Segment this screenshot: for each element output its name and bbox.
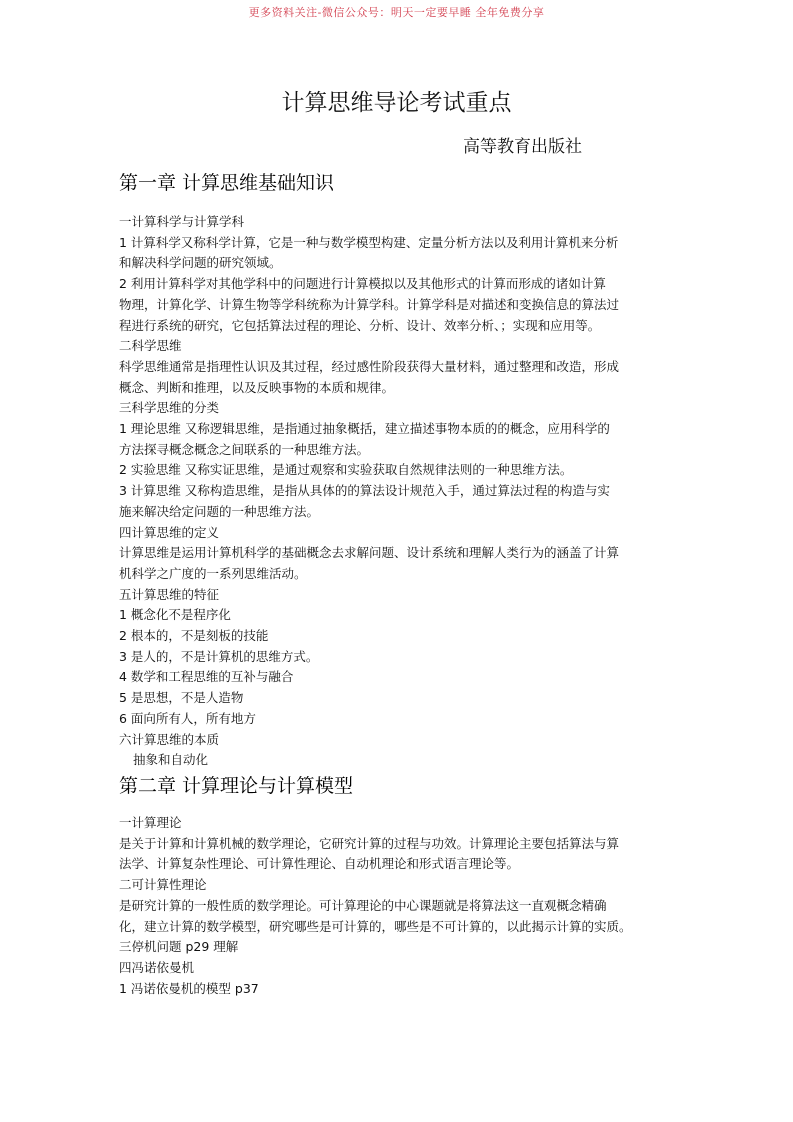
paragraph-line: 1 理论思维 又称逻辑思维，是指通过抽象概括，建立描述事物本质的的概念，应用科学的 bbox=[119, 421, 610, 437]
paragraph-line: 抽象和自动化 bbox=[133, 752, 209, 768]
paragraph-line: 化，建立计算的数学模型，研究哪些是可计算的，哪些是不可计算的，以此揭示计算的实质。 bbox=[119, 918, 632, 934]
chapter-2-section bbox=[119, 771, 684, 999]
section-heading: 二可计算性理论 bbox=[119, 877, 207, 893]
paragraph-line: 计算思维是运用计算机科学的基础概念去求解问题、设计系统和理解人类行为的涵盖了计算 bbox=[119, 545, 620, 561]
paragraph-line: 2 利用计算科学对其他学科中的问题进行计算模拟以及其他形式的计算而形成的诸如计算 bbox=[119, 276, 606, 292]
chapter-2-heading: 第二章 计算理论与计算模型 bbox=[119, 775, 354, 797]
paragraph-line: 和解决科学问题的研究领域。 bbox=[119, 255, 282, 271]
paragraph-line: 法学、计算复杂性理论、可计算性理论、自动机理论和形式语言理论等。 bbox=[119, 856, 520, 872]
section-heading: 三停机问题 p29 理解 bbox=[119, 939, 239, 955]
publisher: 高等教育出版社 bbox=[463, 137, 582, 157]
list-item: 3 是人的，不是计算机的思维方式。 bbox=[119, 648, 319, 664]
paragraph-line: 机科学之广度的一系列思维活动。 bbox=[119, 565, 307, 581]
section-heading: 二科学思维 bbox=[119, 338, 182, 354]
section-heading: 四计算思维的定义 bbox=[119, 524, 220, 540]
section-heading: 四冯诺依曼机 bbox=[119, 959, 195, 975]
paragraph-line: 是研究计算的一般性质的数学理论。可计算理论的中心课题就是将算法这一直观概念精确 bbox=[119, 897, 607, 913]
paragraph-line: 程进行系统的研究，它包括算法过程的理论、分析、设计、效率分析、；实现和应用等。 bbox=[119, 317, 601, 333]
chapter-1-section bbox=[119, 168, 684, 771]
chapter-1-heading: 第一章 计算思维基础知识 bbox=[119, 172, 335, 194]
list-item: 1 冯诺依曼机的模型 p37 bbox=[119, 980, 259, 996]
chapter-2-body bbox=[119, 813, 684, 999]
paragraph-line: 科学思维通常是指理性认识及其过程，经过感性阶段获得大量材料，通过整理和改造，形成 bbox=[119, 358, 620, 374]
list-item: 2 根本的，不是刻板的技能 bbox=[119, 628, 269, 644]
header-banner: 更多资料关注-微信公众号：明天一定要早睡 全年免费分享 bbox=[248, 6, 545, 19]
section-heading: 五计算思维的特征 bbox=[119, 586, 220, 602]
paragraph-line: 物理，计算化学、计算生物等学科统称为计算学科。计算学科是对描述和变换信息的算法过 bbox=[119, 296, 620, 312]
section-heading: 一计算理论 bbox=[119, 815, 182, 830]
chapter-1-body bbox=[119, 212, 684, 771]
document-title: 计算思维导论考试重点 bbox=[281, 90, 512, 116]
list-item: 6 面向所有人，所有地方 bbox=[119, 710, 256, 726]
list-item: 1 概念化不是程序化 bbox=[119, 607, 231, 623]
list-item: 4 数学和工程思维的互补与融合 bbox=[119, 669, 294, 685]
paragraph-line: 施来解决给定问题的一种思维方法。 bbox=[119, 503, 320, 519]
paragraph-line: 方法探寻概念概念之间联系的一种思维方法。 bbox=[119, 441, 370, 457]
paragraph-line: 1 计算科学又称科学计算，它是一种与数学模型构建、定量分析方法以及利用计算机来分析 bbox=[119, 234, 619, 250]
paragraph-line: 是关于计算和计算机械的数学理论，它研究计算的过程与功效。计算理论主要包括算法与算 bbox=[119, 835, 620, 851]
list-item: 5 是思想，不是人造物 bbox=[119, 690, 244, 706]
paragraph-line: 3 计算思维 又称构造思维，是指从具体的的算法设计规范入手，通过算法过程的构造与实 bbox=[119, 483, 610, 499]
paragraph-line: 概念、判断和推理，以及反映事物的本质和规律。 bbox=[119, 379, 395, 395]
section-heading: 一计算科学与计算学科 bbox=[119, 214, 245, 229]
section-heading: 三科学思维的分类 bbox=[119, 400, 220, 416]
paragraph-line: 2 实验思维 又称实证思维，是通过观察和实验获取自然规律法则的一种思维方法。 bbox=[119, 462, 573, 478]
section-heading: 六计算思维的本质 bbox=[119, 731, 220, 747]
